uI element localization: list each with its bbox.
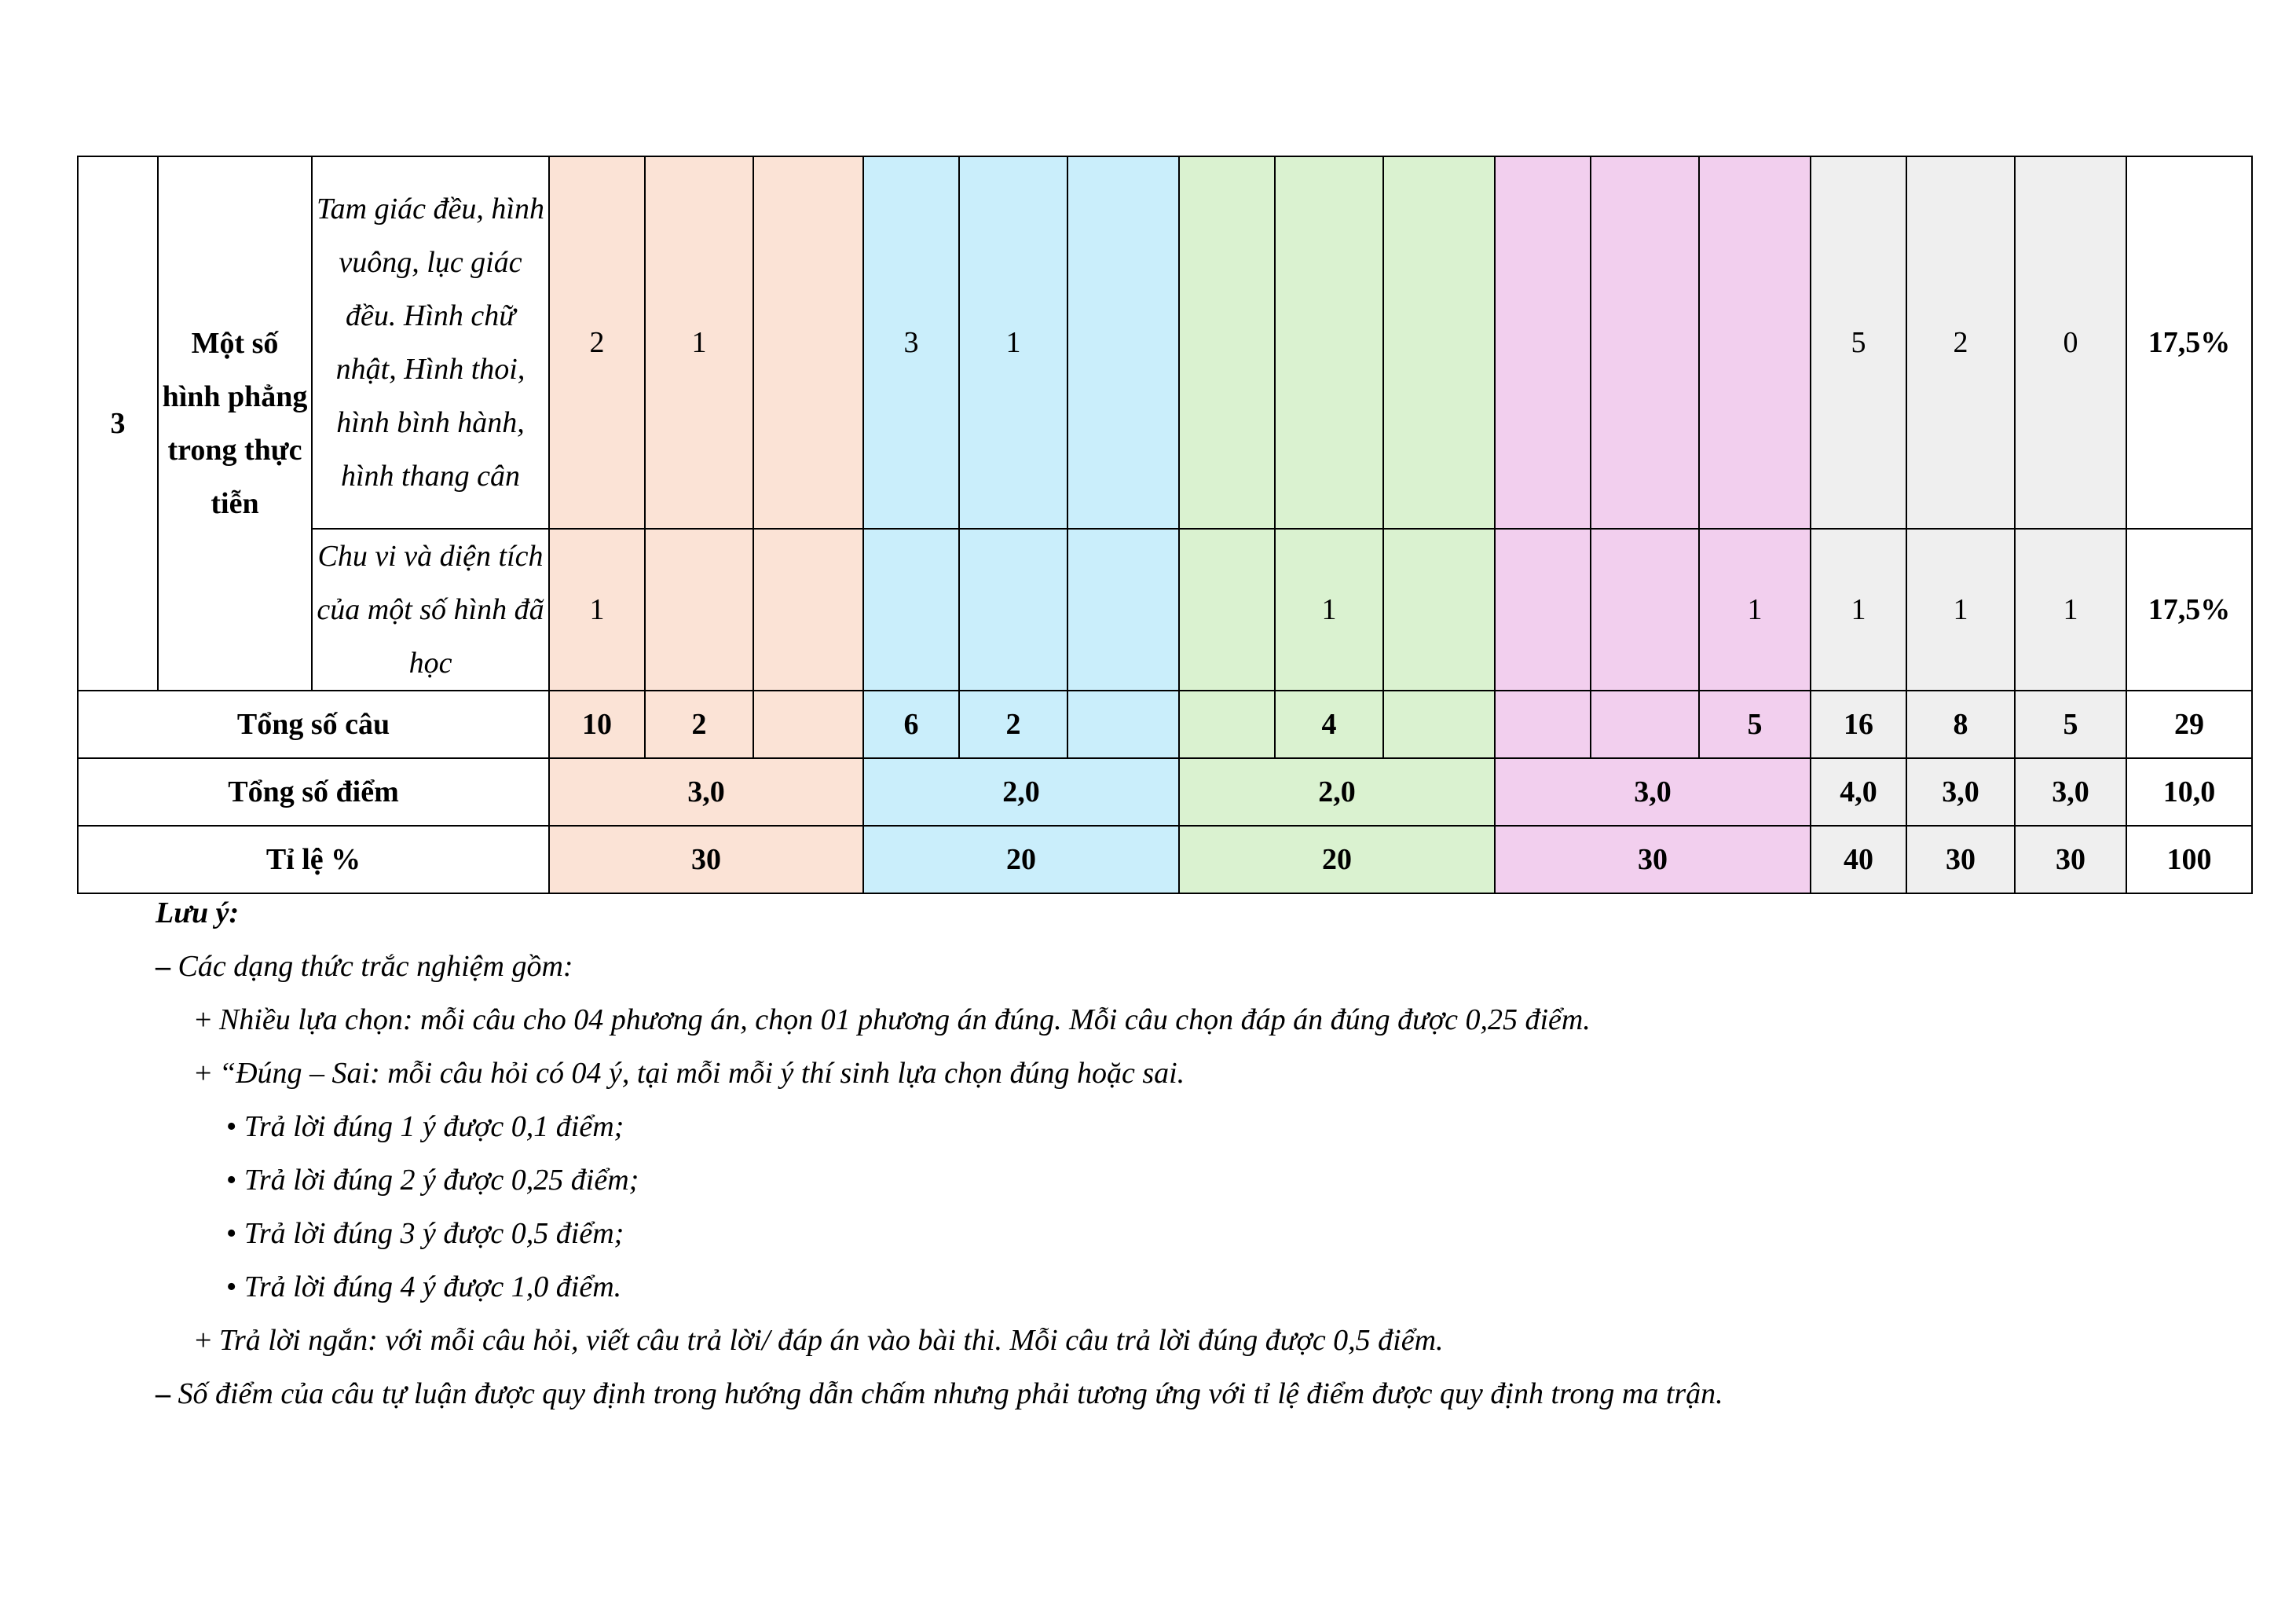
table-cell: 100 xyxy=(2126,826,2252,893)
table-cell xyxy=(1591,529,1699,691)
table-cell: 10,0 xyxy=(2126,758,2252,826)
plus-marker: + xyxy=(195,1057,212,1090)
bullet-icon: • xyxy=(226,1270,237,1303)
table-cell: 1 xyxy=(1811,529,1906,691)
table-cell: 0 xyxy=(2015,156,2126,529)
note-line xyxy=(156,993,1723,1047)
table-cell: 5 xyxy=(1699,691,1811,758)
table-cell: 1 xyxy=(1906,529,2015,691)
table-cell: 30 xyxy=(1495,826,1811,893)
ratio-label: Tỉ lệ % xyxy=(78,826,549,893)
bullet-icon: • xyxy=(226,1164,237,1197)
table-cell: 3,0 xyxy=(2015,758,2126,826)
table-cell: 1 xyxy=(549,529,645,691)
table-cell xyxy=(753,691,863,758)
percent-cell: 17,5% xyxy=(2126,529,2252,691)
note-line xyxy=(156,1207,1723,1260)
table-cell: 40 xyxy=(1811,826,1906,893)
note-line xyxy=(156,1314,1723,1367)
table-cell: 30 xyxy=(549,826,863,893)
note-text: Trả lời đúng 2 ý được 0,25 điểm; xyxy=(244,1164,639,1197)
table-cell xyxy=(1179,529,1275,691)
total-questions-row xyxy=(78,691,2252,758)
note-line xyxy=(156,1260,1723,1314)
table-cell: 6 xyxy=(863,691,959,758)
note-text: Trả lời đúng 3 ý được 0,5 điểm; xyxy=(244,1217,624,1250)
note-line xyxy=(156,940,1723,993)
table-row xyxy=(78,156,2252,529)
table-cell: 2 xyxy=(1906,156,2015,529)
table-cell: 2 xyxy=(645,691,753,758)
table-cell xyxy=(1495,156,1591,529)
table-cell xyxy=(1179,691,1275,758)
table-cell: 8 xyxy=(1906,691,2015,758)
table-cell: 20 xyxy=(1179,826,1495,893)
table-cell: 2,0 xyxy=(1179,758,1495,826)
table-cell xyxy=(1383,691,1495,758)
content-cell: Tam giác đều, hình vuông, lục giác đều. Hình chữ nhật, Hình thoi, hình bình hành, hình thang cân xyxy=(312,156,549,529)
note-text: Số điểm của câu tự luận được quy định trong hướng dẫn chấm nhưng phải tương ứng với tỉ lệ điểm được quy định trong ma trận. xyxy=(178,1377,1723,1410)
table-cell: 2,0 xyxy=(863,758,1179,826)
table-cell xyxy=(1067,691,1179,758)
note-text: Các dạng thức trắc nghiệm gồm: xyxy=(178,950,573,983)
note-text: Trả lời ngắn: với mỗi câu hỏi, viết câu trả lời/ đáp án vào bài thi. Mỗi câu trả lời đúng được 0,5 điểm. xyxy=(218,1324,1444,1357)
table-cell: 3 xyxy=(863,156,959,529)
table-cell: 30 xyxy=(1906,826,2015,893)
table-cell xyxy=(1591,156,1699,529)
table-cell xyxy=(863,529,959,691)
note-text: Trả lời đúng 1 ý được 0,1 điểm; xyxy=(244,1110,624,1143)
table-cell: 4 xyxy=(1275,691,1383,758)
percent-cell: 17,5% xyxy=(2126,156,2252,529)
table-cell: 1 xyxy=(1699,529,1811,691)
note-text: Nhiều lựa chọn: mỗi câu cho 04 phương án, chọn 01 phương án đúng. Mỗi câu chọn đáp án đúng được 0,25 điểm. xyxy=(218,1003,1591,1036)
table-cell xyxy=(1591,691,1699,758)
table-cell: 20 xyxy=(863,826,1179,893)
section-number: 3 xyxy=(78,156,158,691)
table-cell: 5 xyxy=(2015,691,2126,758)
table-cell xyxy=(1275,156,1383,529)
table-cell: 5 xyxy=(1811,156,1906,529)
table-cell: 1 xyxy=(645,156,753,529)
table-cell: 3,0 xyxy=(549,758,863,826)
dash-marker: – xyxy=(156,1377,170,1410)
content-cell: Chu vi và diện tích của một số hình đã học xyxy=(312,529,549,691)
table-cell: 2 xyxy=(959,691,1067,758)
table-cell xyxy=(1067,156,1179,529)
table-cell xyxy=(753,529,863,691)
table-cell: 29 xyxy=(2126,691,2252,758)
note-line xyxy=(156,1100,1723,1153)
bullet-icon: • xyxy=(226,1110,237,1143)
table-cell xyxy=(645,529,753,691)
table-cell: 3,0 xyxy=(1906,758,2015,826)
note-line xyxy=(156,1153,1723,1207)
total-questions-label: Tổng số câu xyxy=(78,691,549,758)
table-cell: 1 xyxy=(2015,529,2126,691)
table-cell: 10 xyxy=(549,691,645,758)
table-cell: 1 xyxy=(959,156,1067,529)
table-cell: 16 xyxy=(1811,691,1906,758)
note-text: “Đúng – Sai: mỗi câu hỏi có 04 ý, tại mỗi mỗi ý thí sinh lựa chọn đúng hoặc sai. xyxy=(218,1057,1185,1090)
assessment-matrix-table xyxy=(77,156,2253,894)
table-cell xyxy=(1067,529,1179,691)
dash-marker: – xyxy=(156,950,170,983)
topic-cell: Một số hình phẳng trong thực tiễn xyxy=(158,156,312,691)
table-row xyxy=(78,529,2252,691)
table-cell: 1 xyxy=(1275,529,1383,691)
notes-section xyxy=(156,886,1723,1421)
table-cell xyxy=(1699,156,1811,529)
table-cell xyxy=(959,529,1067,691)
table-cell xyxy=(1495,529,1591,691)
bullet-icon: • xyxy=(226,1217,237,1250)
total-points-row xyxy=(78,758,2252,826)
note-line xyxy=(156,1047,1723,1100)
table-cell xyxy=(1179,156,1275,529)
note-line xyxy=(156,1367,1723,1421)
table-cell xyxy=(1383,156,1495,529)
ratio-row xyxy=(78,826,2252,893)
table-cell: 30 xyxy=(2015,826,2126,893)
note-text: Trả lời đúng 4 ý được 1,0 điểm. xyxy=(244,1270,622,1303)
plus-marker: + xyxy=(195,1003,212,1036)
table-cell xyxy=(1495,691,1591,758)
plus-marker: + xyxy=(195,1324,212,1357)
table-cell xyxy=(1383,529,1495,691)
total-points-label: Tổng số điểm xyxy=(78,758,549,826)
table-cell xyxy=(753,156,863,529)
notes-title: Lưu ý: xyxy=(156,896,240,929)
table-cell: 4,0 xyxy=(1811,758,1906,826)
table-cell: 3,0 xyxy=(1495,758,1811,826)
table-cell: 2 xyxy=(549,156,645,529)
